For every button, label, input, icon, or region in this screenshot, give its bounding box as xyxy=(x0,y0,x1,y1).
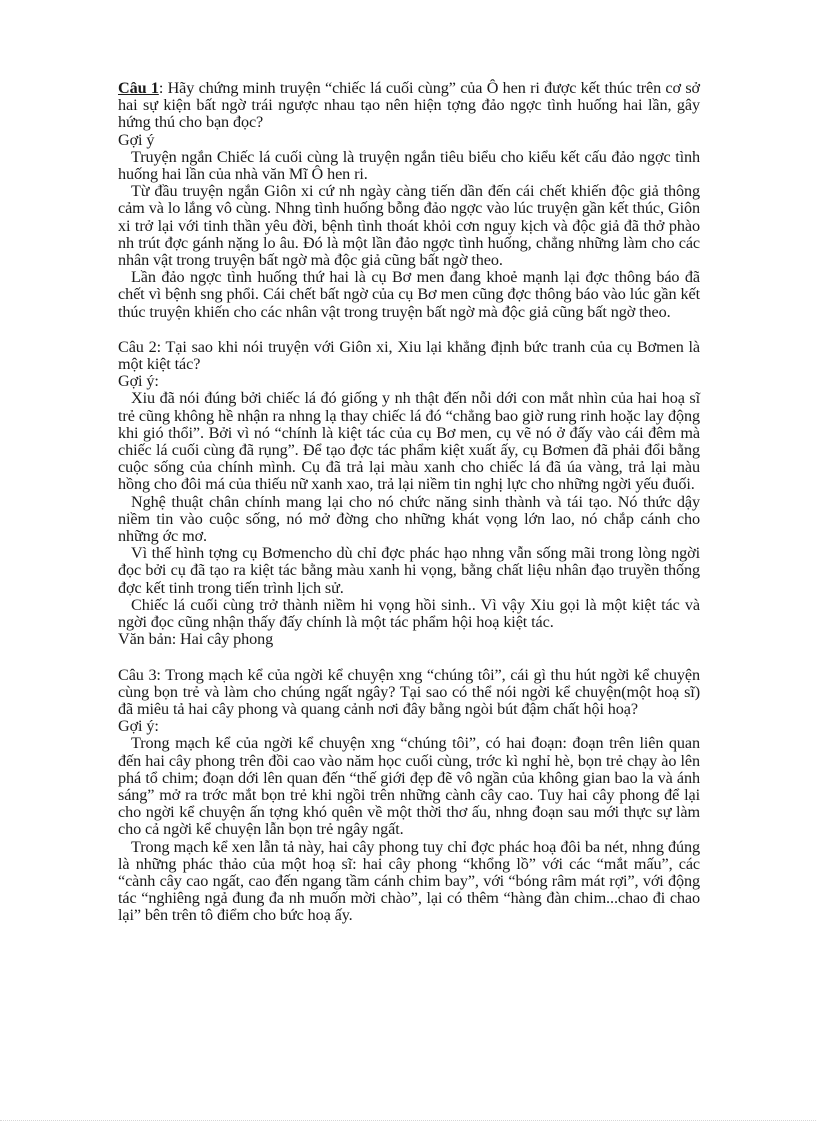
question-3: Câu 3: Trong mạch kể của ngời kể chuyện xng “chúng tôi”, cái gì thu hút ngời kể chuyện cùng bọn trẻ và làm cho chúng ngất ngây? Tại sao có thể nói ngời kể chuyện(một hoạ sĩ) đã miêu tả hai cây phong và quang cảnh nơi đây bằng ngòi bút đậm chất hội hoạ? xyxy=(118,665,700,718)
answer-2-paragraph: Nghệ thuật chân chính mang lại cho nó chức năng sinh thành và tái tạo. Nó thức dậy niềm tin vào cuộc sống, nó mở đờng cho những khát vọng lớn lao, nó chắp cánh cho những ớc mơ. xyxy=(118,492,700,546)
question-2: Câu 2: Tại sao khi nói truyện với Giôn xi, Xiu lại khẳng định bức tranh của cụ Bơmen là một kiệt tác? xyxy=(118,337,700,374)
question-1-label: Câu 1 xyxy=(118,79,159,97)
page-bottom-rule xyxy=(0,1120,816,1121)
answer-1-paragraph: Từ đầu truyện ngắn Giôn xi cứ nh ngày càng tiến dần đến cái chết khiến độc giả thông cảm và lo lắng vô cùng. Nhng tình huống bỗng đảo ngợc vào lúc truyện gần kết thúc, Giôn xi trở lại với tinh thần yêu đời, bệnh tình thoát khỏi cơn nguy kịch và độc giả đã thở phào nh trút đợc gánh nặng lo âu. Đó là một lần đảo ngợc tình huống, chẳng những làm cho các nhân vật trong truyện bất ngờ mà độc giả cũng bất ngờ theo. xyxy=(118,182,700,270)
answer-3-paragraph: Trong mạch kể xen lẫn tả này, hai cây phong tuy chỉ đợc phác hoạ đôi ba nét, nhng đúng là những phác thảo của một hoạ sĩ: hai cây phong “khổng lồ” với các “mắt mấu”, các “cành cây cao ngất, cao đến ngang tầm cánh chim bay”, với “bóng râm mát rợi”, với động tác “nghiêng ngả đung đa nh muốn mời chào”, lại có thêm “hàng đàn chim...chao đi chao lại” bên trên tô điểm cho bức hoạ ấy. xyxy=(118,837,700,925)
spacer xyxy=(118,649,700,667)
answer-1-paragraph: Truyện ngắn Chiếc lá cuối cùng là truyện ngắn tiêu biểu cho kiểu kết cấu đảo ngợc tình huống hai lần của nhà văn Mĩ Ô hen ri. xyxy=(118,147,700,184)
answer-2-paragraph: Xiu đã nói đúng bởi chiếc lá đó giống y nh thật đến nỗi dới con mắt nhìn của hai hoạ sĩ trẻ cũng không hề nhận ra nhng lạ thay chiếc lá đó “chẳng bao giờ rung rinh hoặc lay động khi gió thổi”. Bởi vì nó “chính là kiệt tác của cụ Bơ men, cụ vẽ nó ở đấy vào cái đêm mà chiếc lá cuối cùng đã rụng”. Để tạo đợc tác phẩm kiệt xuất ấy, cụ Bơmen đã phải đổi bằng cuộc sống của chính mình. Cụ đã trả lại màu xanh cho chiếc lá đã úa vàng, trả lại màu hồng cho đôi má của thiếu nữ xanh xao, trả lại niềm tin nghị lực cho những ngời yếu đuối. xyxy=(118,389,700,494)
question-1-hint: Gợi ý xyxy=(118,130,155,149)
answer-2-paragraph: Chiếc lá cuối cùng trở thành niềm hi vọng hồi sinh.. Vì vậy Xiu gọi là một kiệt tác và ngời đọc cũng nhận thấy đấy chính là một tác phẩm hội hoạ kiệt tác. xyxy=(118,595,700,632)
answer-3-paragraph: Trong mạch kể của ngời kể chuyện xng “chúng tôi”, có hai đoạn: đoạn trên liên quan đến hai cây phong trên đồi cao vào năm học cuối cùng, trớc kì nghỉ hè, bọn trẻ chạy ào lên phá tổ chim; đoạn dới lên quan đến “thế giới đẹp đẽ vô ngần của không gian bao la và ánh sáng” mở ra trớc mắt bọn trẻ khi ngồi trên những cành cây cao. Tuy hai cây phong để lại cho ngời kể chuyện ấn tợng khó quên về một thời thơ ấu, nhng đoạn sau mới thực sự làm cho cả ngời kể chuyện lẫn bọn trẻ ngây ngất. xyxy=(118,734,700,839)
question-1 xyxy=(118,80,700,132)
text-title-label: Văn bản: Hai cây phong xyxy=(118,630,274,649)
answer-2-paragraph: Vì thế hình tợng cụ Bơmencho dù chỉ đợc phác hạo nhng vẫn sống mãi trong lòng ngời đọc bởi cụ đã tạo ra kiệt tác bằng màu xanh hi vọng, bằng chất liệu nhân đạo truyền thống đợc kết tinh trong tiến trình lịch sử. xyxy=(118,544,700,597)
question-3-hint: Gợi ý: xyxy=(118,717,159,736)
answer-1-paragraph: Lần đảo ngợc tình huống thứ hai là cụ Bơ men đang khoẻ mạnh lại đợc thông báo đã chết vì bệnh sng phổi. Cái chết bất ngờ của cụ Bơ men cũng đợc thông báo vào lúc gần kết thúc truyện khiến cho các nhân vật trong truyện bất ngờ mà độc giả cũng bất ngờ theo. xyxy=(118,268,700,321)
spacer xyxy=(118,321,700,339)
question-1-text: : Hãy chứng minh truyện “chiếc lá cuối cùng” của Ô hen ri được kết thúc trên cơ sở hai sự kiện bất ngờ trái ngược nhau tạo nên hiện tợng đảo ngợc tình huống hai lần, gây hứng thú cho bạn đọc? xyxy=(118,79,700,132)
question-2-hint: Gợi ý: xyxy=(118,372,159,391)
document-page xyxy=(118,80,700,925)
